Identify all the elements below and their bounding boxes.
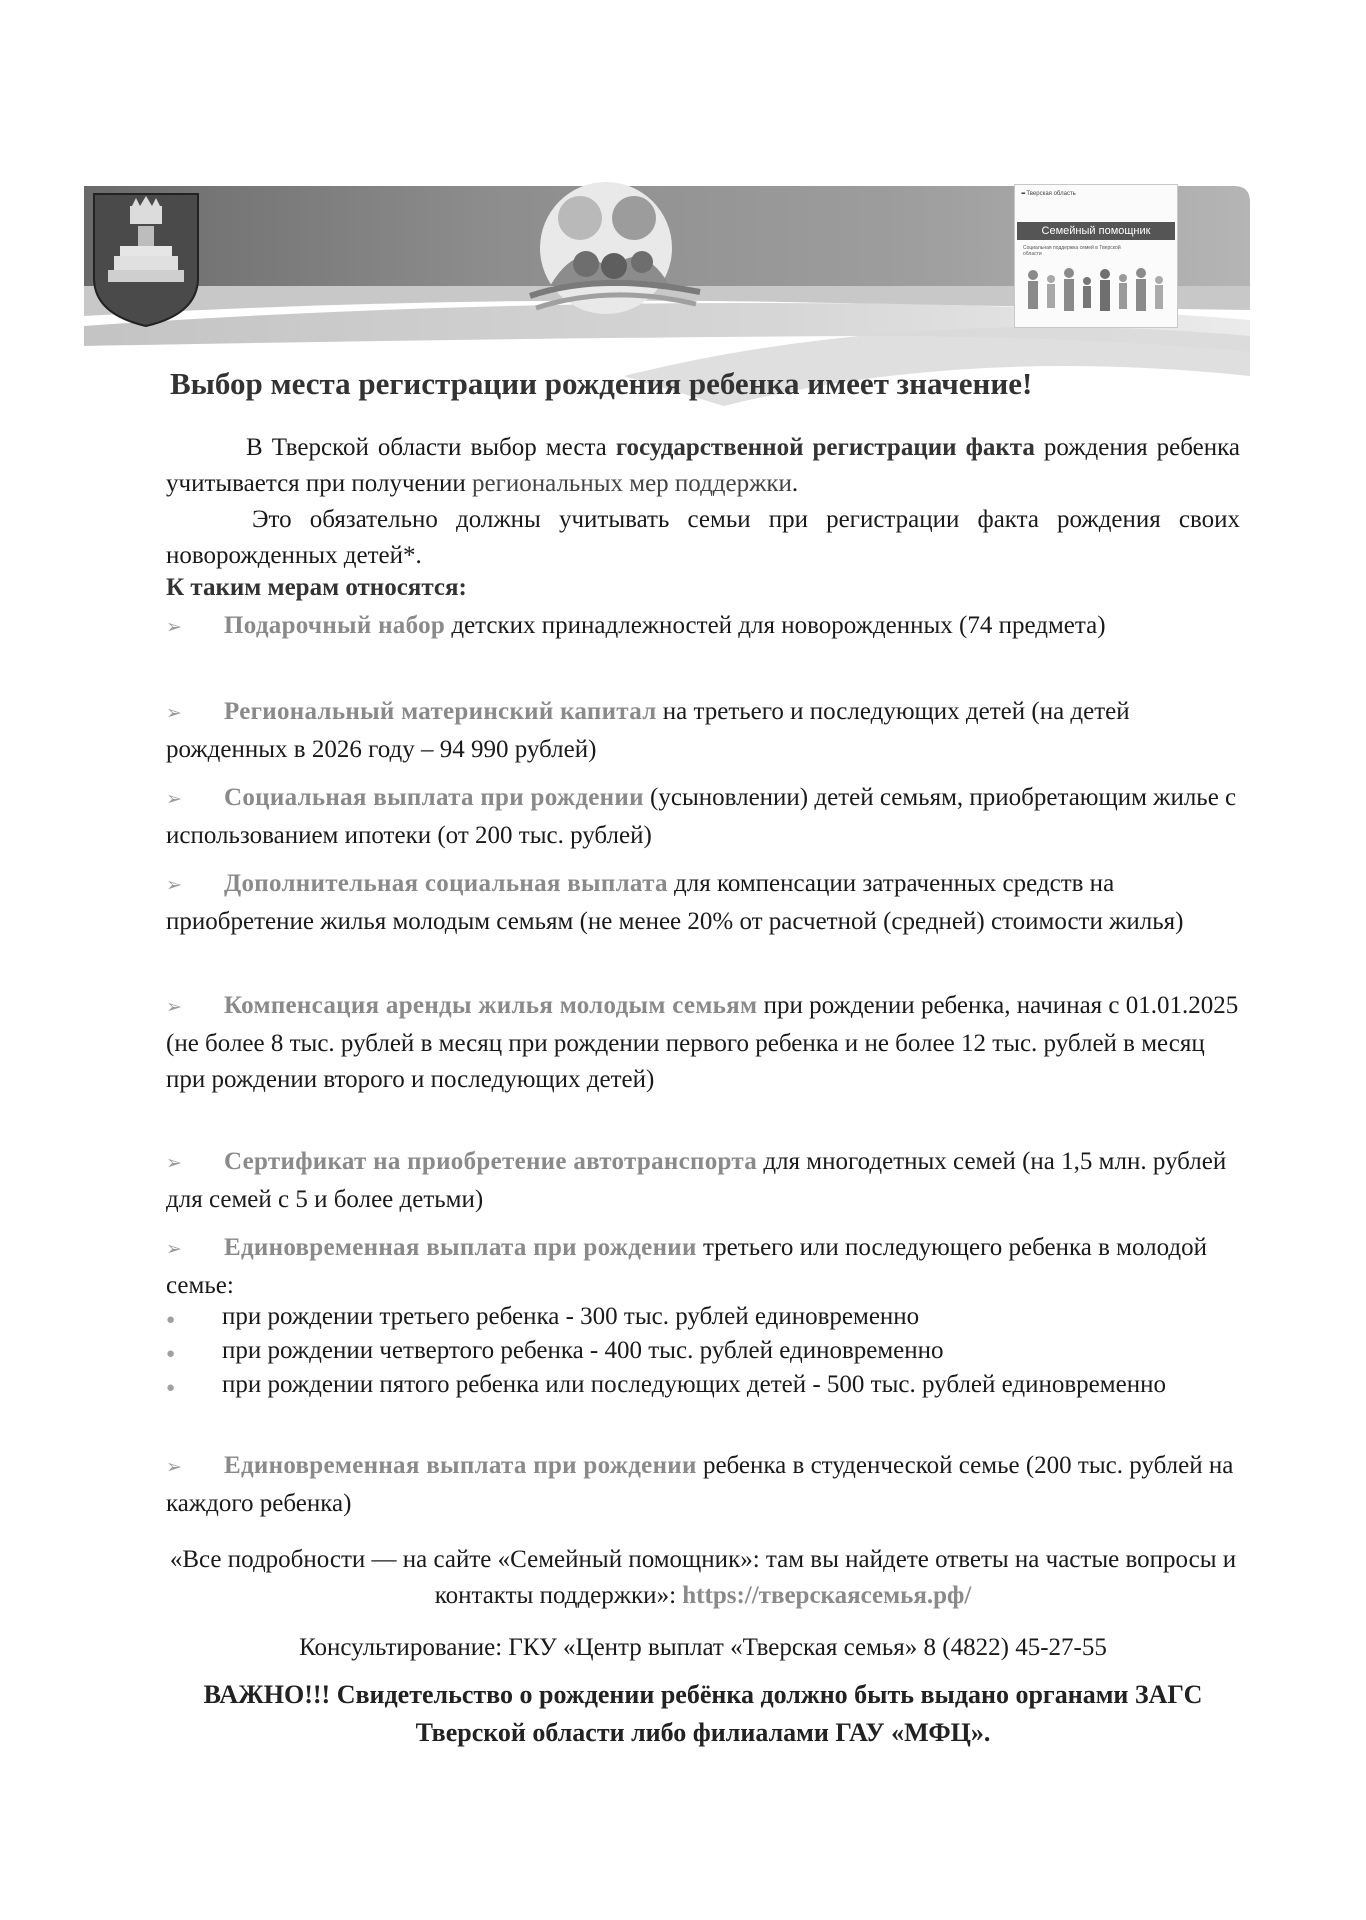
poster-title: Семейный помощник [1017, 222, 1175, 240]
coat-of-arms-icon [86, 186, 206, 330]
list-item: ➢ Подарочный набор детских принадлежностей для новорожденных (74 предмета) [166, 608, 1240, 646]
arrow-bullet-icon: ➢ [166, 1153, 182, 1174]
sub-list-item: ● при рождении четвертого ребенка - 400 тыс. рублей единовременно [166, 1334, 1240, 1371]
list-item: ➢ Региональный материнский капитал на третьего и последующих детей (на детей рожденных в 2026 году – 94 990 рублей) [166, 698, 1130, 763]
list-item: ➢ Социальная выплата при рождении (усыновлении) детей семьям, приобретающим жилье с использованием ипотеки (от 200 тыс. рублей) [166, 784, 1237, 849]
page-title: Выбор места регистрации рождения ребенка имеет значение! [170, 366, 1033, 401]
sub-list-item: ● при рождении пятого ребенка или последующих детей - 500 тыс. рублей единовременно [166, 1368, 1240, 1405]
arrow-bullet-icon: ➢ [166, 997, 182, 1018]
sub-list-item: ● при рождении третьего ребенка - 300 тыс. рублей единовременно [166, 1300, 1240, 1337]
arrow-bullet-icon: ➢ [166, 875, 182, 896]
intro-paragraph-1: В Тверской области выбор места государственной регистрации факта рождения ребенка учитывается при получении региональных мер поддержки. [166, 434, 1240, 497]
arrow-bullet-icon: ➢ [166, 789, 182, 810]
measures-heading: К таким мерам относятся: [166, 574, 467, 601]
details-note: «Все подробности — на сайте «Семейный помощник»: там вы найдете ответы на частые вопросы и контакты поддержки»: https://тверскаясемья.рф/ [169, 1546, 1237, 1609]
consultation-info: Консультирование: ГКУ «Центр выплат «Тверская семья» 8 (4822) 45-27-55 [299, 1634, 1107, 1661]
important-notice: ВАЖНО!!! Свидетельство о рождении ребёнка должно быть выдано органами ЗАГС Тверской области либо филиалами ГАУ «МФЦ». [203, 1680, 1203, 1747]
site-link[interactable]: https://тверскаясемья.рф/ [682, 1582, 972, 1609]
list-item: ➢ Дополнительная социальная выплата для компенсации затраченных средств на приобретение жилья молодым семьям (не менее 20% от расчетной (средней) стоимости жилья) [166, 870, 1184, 935]
family-helper-poster [1014, 184, 1178, 328]
round-bullet-icon: ● [166, 1312, 176, 1328]
arrow-bullet-icon: ➢ [166, 1239, 182, 1260]
round-bullet-icon: ● [166, 1380, 176, 1396]
arrow-bullet-icon: ➢ [166, 617, 182, 638]
family-logo-icon [510, 176, 710, 326]
region-logo-icon: ▪▪▪ [1021, 191, 1025, 197]
arrow-bullet-icon: ➢ [166, 703, 182, 724]
round-bullet-icon: ● [166, 1346, 176, 1362]
family-people-icon [1021, 265, 1171, 323]
list-item: ➢ Единовременная выплата при рождении ребенка в студенческой семье (200 тыс. рублей на каждого ребенка) [166, 1452, 1234, 1517]
list-item: ➢ Компенсация аренды жилья молодым семьям при рождении ребенка, начиная с 01.01.2025 (не более 8 тыс. рублей в месяц при рождении первого ребенка и не более 12 тыс. рублей в месяц при рождении второго и последующих детей) [166, 992, 1239, 1093]
poster-region: ▪▪▪ Тверская область [1021, 191, 1076, 197]
list-item: ➢ Единовременная выплата при рождении третьего или последующего ребенка в молодой семье: [166, 1234, 1207, 1299]
poster-subtitle: Социальная поддержка семей в Тверской области [1023, 245, 1121, 257]
intro-paragraph-2: Это обязательно должны учитывать семьи при регистрации факта рождения своих новорожденных детей*. [166, 506, 1240, 569]
list-item: ➢ Сертификат на приобретение автотранспорта для многодетных семей (на 1,5 млн. рублей для семей с 5 и более детьми) [166, 1148, 1227, 1213]
arrow-bullet-icon: ➢ [166, 1457, 182, 1478]
